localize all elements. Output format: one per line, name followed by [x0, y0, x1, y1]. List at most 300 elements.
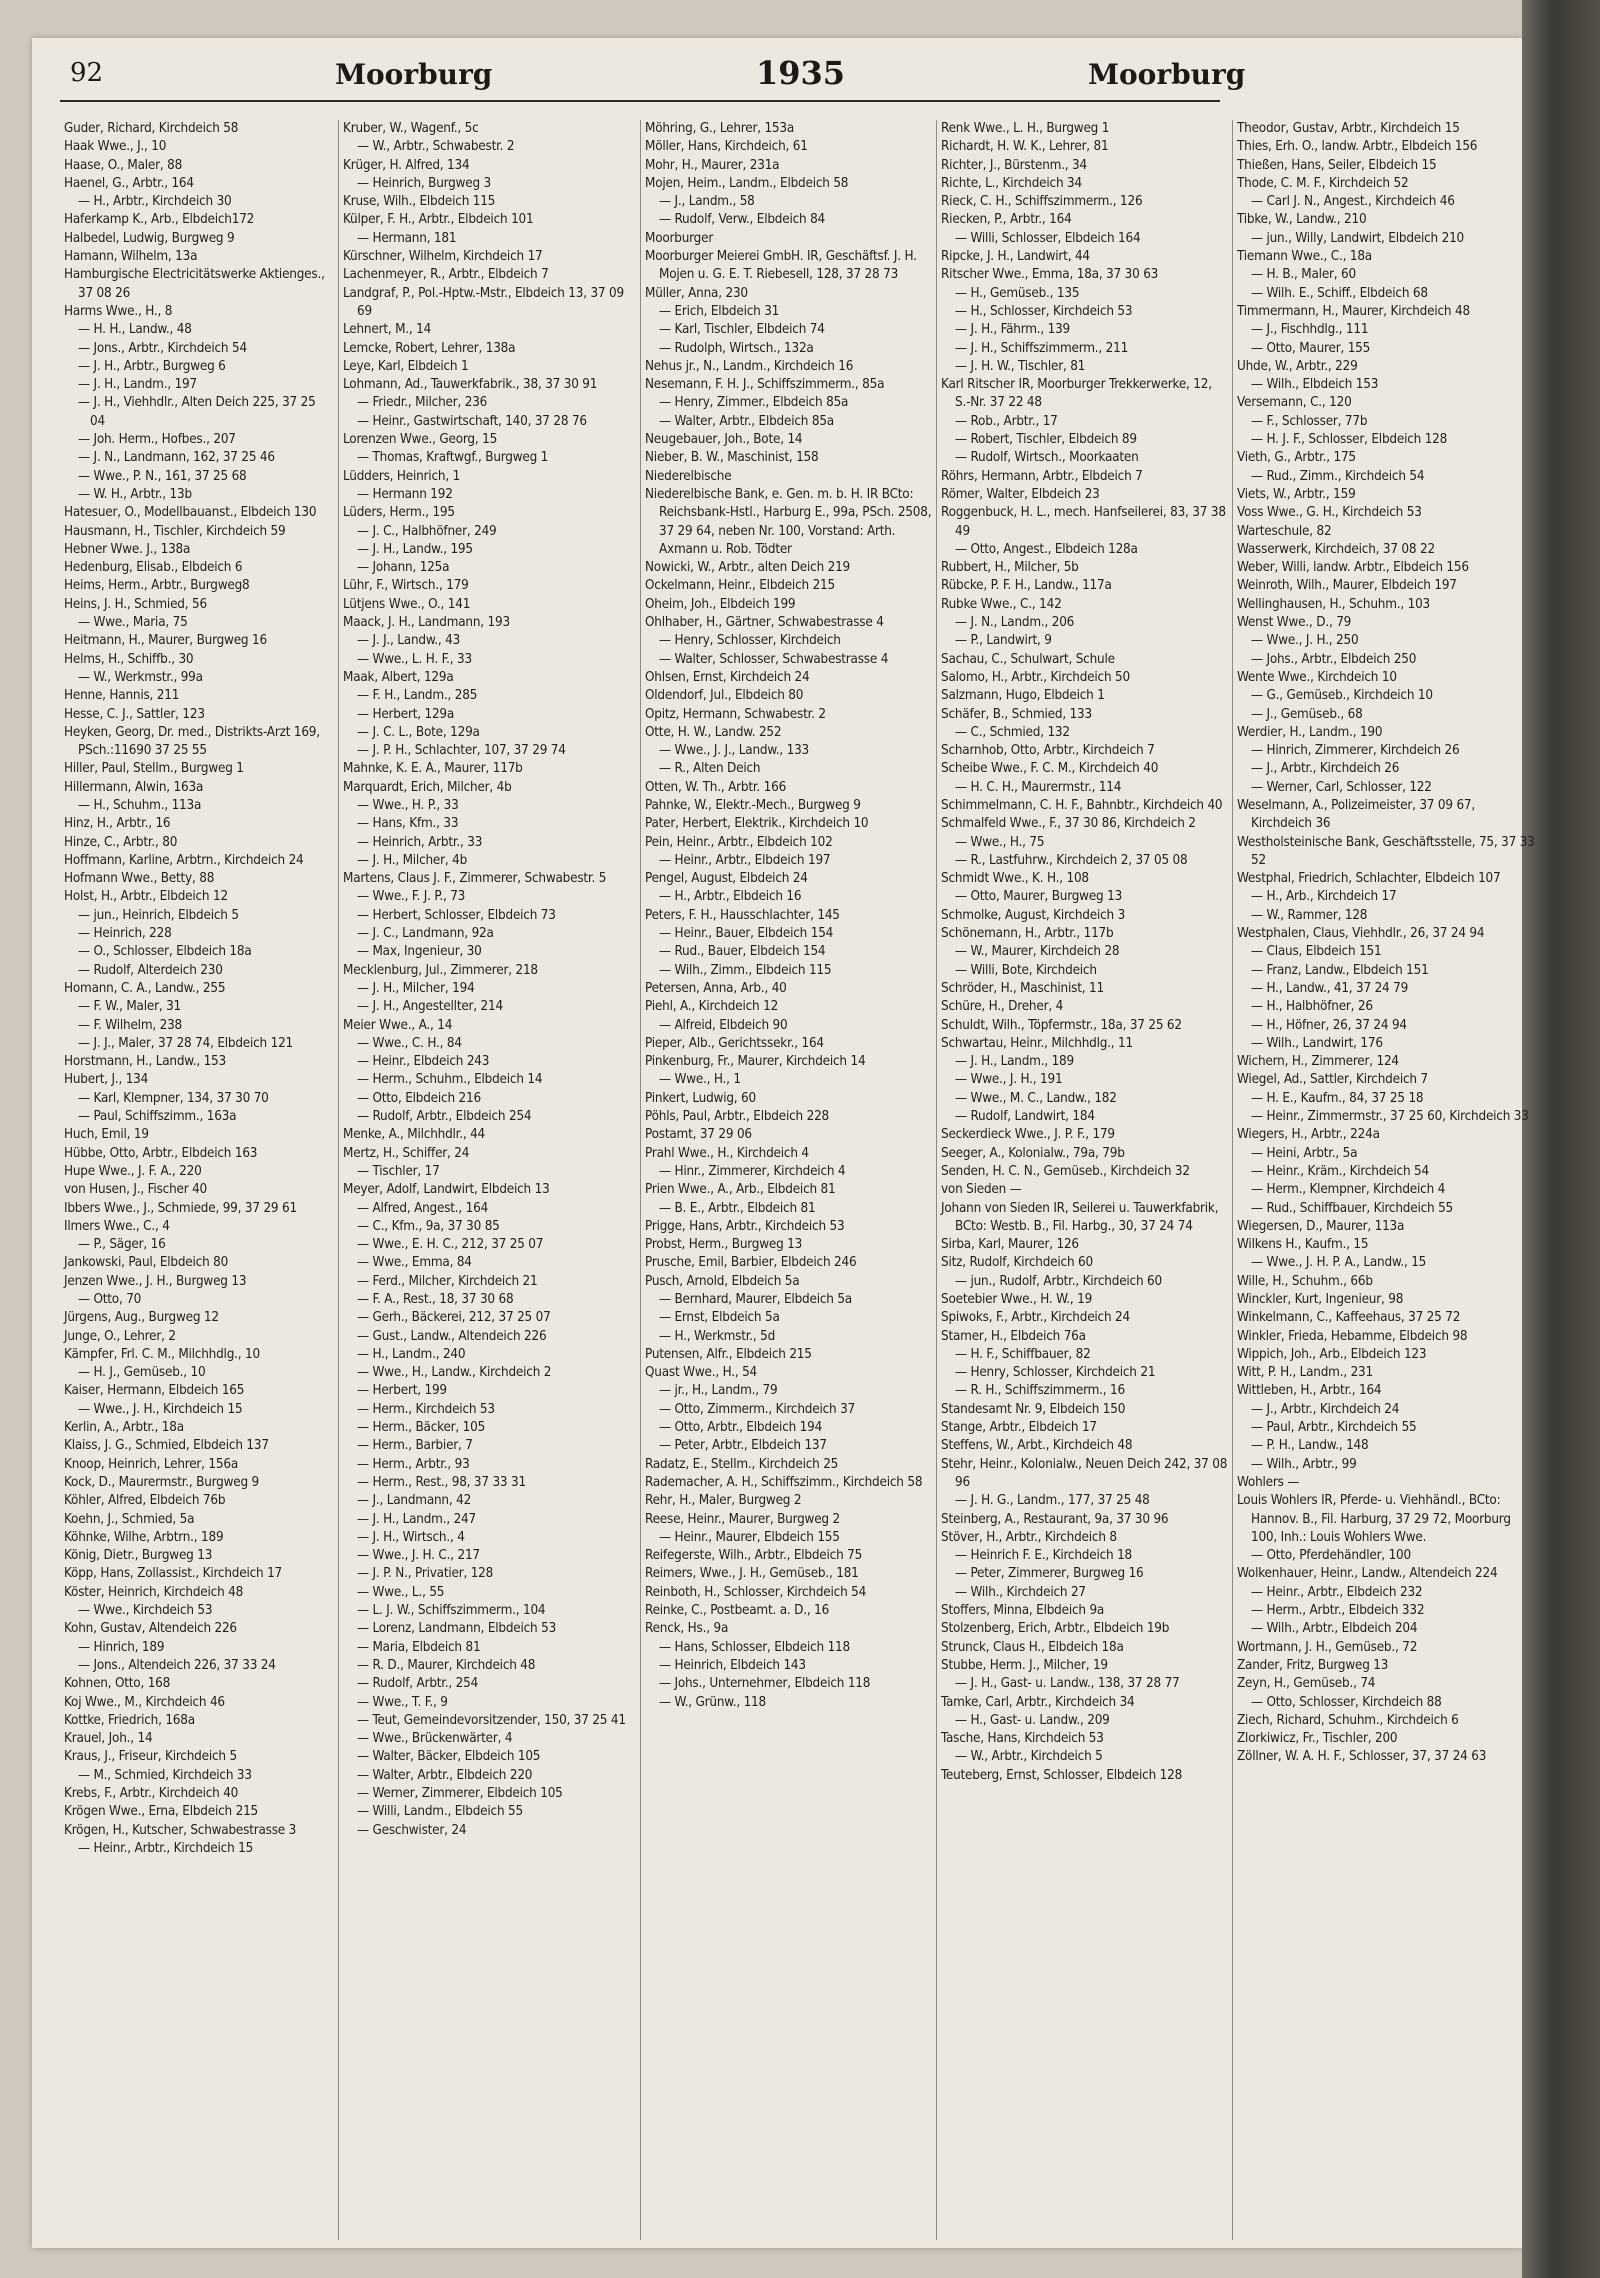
directory-entry: — Thomas, Kraftwgf., Burgweg 1: [357, 450, 549, 466]
directory-entry: Heins, J. H., Schmied, 56: [64, 596, 207, 612]
directory-entry: — Wwe., Emma, 84: [357, 1255, 472, 1271]
directory-entry: von Husen, J., Fischer 40: [64, 1182, 208, 1198]
directory-entry: — Wwe., J. H., Kirchdeich 15: [78, 1401, 243, 1417]
directory-entry: Strunck, Claus H., Elbdeich 18a: [941, 1639, 1124, 1655]
directory-entry: Pein, Heinr., Arbtr., Elbdeich 102: [645, 834, 833, 850]
directory-entry: — Heinr., Arbtr., Elbdeich 232: [1251, 1584, 1423, 1600]
page-header: [60, 54, 1246, 104]
directory-entry: Schuldt, Wilh., Töpfermstr., 18a, 37 25 62: [941, 1017, 1182, 1033]
directory-entry: Reifegerste, Wilh., Arbtr., Elbdeich 75: [645, 1548, 863, 1564]
directory-entry: Wohlers —: [1237, 1474, 1300, 1490]
directory-entry: — Heinr., Zimmermstr., 37 25 60, Kirchdeich 33: [1251, 1109, 1529, 1125]
directory-entry: — H. C. H., Maurermstr., 114: [955, 779, 1122, 795]
directory-entry: Thode, C. M. F., Kirchdeich 52: [1237, 175, 1409, 191]
directory-entry: Schönemann, H., Arbtr., 117b: [941, 926, 1114, 942]
directory-entry: — Heinrich, Arbtr., 33: [357, 834, 483, 850]
directory-entry: — Wwe., P. N., 161, 37 25 68: [78, 468, 247, 484]
directory-entry: Soetebier Wwe., H. W., 19: [941, 1292, 1093, 1307]
directory-entry: — Heinr., Elbdeich 243: [357, 1054, 490, 1070]
directory-entry: Sirba, Karl, Maurer, 126: [941, 1237, 1079, 1253]
directory-entry: — F. Wilhelm, 238: [78, 1017, 182, 1033]
directory-entry: — Henry, Schlosser, Kirchdeich: [659, 633, 841, 649]
directory-entry: Huch, Emil, 19: [64, 1127, 149, 1143]
directory-entry: — H., Arbtr., Kirchdeich 30: [78, 194, 232, 210]
directory-entry: — Heinrich, 228: [78, 926, 172, 942]
directory-entry: — Wwe., H., 1: [659, 1072, 741, 1088]
directory-entry: Seeger, A., Kolonialw., 79a, 79b: [941, 1145, 1125, 1161]
directory-entry: Junge, O., Lehrer, 2: [64, 1328, 176, 1344]
directory-entry: — Johann, 125a: [357, 560, 450, 576]
directory-entry: — Wwe., Maria, 75: [78, 615, 188, 631]
directory-entry: Salzmann, Hugo, Elbdeich 1: [941, 688, 1105, 704]
directory-entry: — W., Rammer, 128: [1251, 907, 1368, 923]
directory-entry: Scharnhob, Otto, Arbtr., Kirchdeich 7: [941, 743, 1155, 759]
directory-entry: — Hinrich, 189: [78, 1639, 165, 1655]
directory-entry: — H., Halbhöfner, 26: [1251, 999, 1373, 1015]
directory-entry: — Erich, Elbdeich 31: [659, 303, 780, 319]
directory-entry: — Rudolf, Arbtr., 254: [357, 1676, 479, 1692]
directory-entry: — Heinrich, Burgweg 3: [357, 175, 492, 191]
directory-entry: Möller, Hans, Kirchdeich, 61: [645, 139, 808, 155]
directory-entry: Theodor, Gustav, Arbtr., Kirchdeich 15: [1237, 121, 1460, 136]
directory-entry: Krauel, Joh., 14: [64, 1731, 153, 1747]
directory-entry: — J. H., Gast- u. Landw., 138, 37 28 77: [955, 1676, 1180, 1692]
directory-entry: Oldendorf, Jul., Elbdeich 80: [645, 688, 804, 704]
directory-entry: — B. E., Arbtr., Elbdeich 81: [659, 1200, 816, 1216]
directory-entry: — Bernhard, Maurer, Elbdeich 5a: [659, 1292, 852, 1307]
directory-entry: Nowicki, W., Arbtr., alten Deich 219: [645, 560, 851, 576]
directory-entry: — Wwe., F. J. P., 73: [357, 889, 466, 905]
column-4: [936, 120, 1232, 2240]
directory-entry: — Otto, Pferdehändler, 100: [1251, 1548, 1411, 1564]
directory-entry: Hinze, C., Arbtr., 80: [64, 834, 178, 850]
directory-entry: — Karl, Tischler, Elbdeich 74: [659, 322, 825, 338]
directory-entry: Horstmann, H., Landw., 153: [64, 1054, 226, 1070]
directory-entry: — Wwe., H., 75: [955, 834, 1045, 850]
directory-entry: — H., Gast- u. Landw., 209: [955, 1712, 1110, 1728]
column-1: [60, 120, 338, 2240]
directory-entry: — J. P. H., Schlachter, 107, 37 29 74: [357, 743, 566, 759]
directory-entry: — Rud., Zimm., Kirchdeich 54: [1251, 468, 1425, 484]
directory-entry: Haak Wwe., J., 10: [64, 139, 167, 155]
directory-entry: Wellinghausen, H., Schuhm., 103: [1237, 596, 1430, 612]
directory-entry: Thießen, Hans, Seiler, Elbdeich 15: [1237, 157, 1437, 173]
directory-entry: — Jons., Arbtr., Kirchdeich 54: [78, 340, 247, 356]
directory-entry: — Rud., Schiffbauer, Kirchdeich 55: [1251, 1200, 1454, 1216]
directory-entry: — Heinrich, Elbdeich 143: [659, 1657, 806, 1673]
directory-entry: Pahnke, W., Elektr.-Mech., Burgweg 9: [645, 797, 861, 813]
directory-entry: Nieber, B. W., Maschinist, 158: [645, 450, 819, 466]
directory-entry: Köhnke, Wilhe, Arbtrn., 189: [64, 1529, 224, 1545]
directory-entry: — Tischler, 17: [357, 1163, 440, 1179]
directory-entry: — Karl, Klempner, 134, 37 30 70: [78, 1090, 269, 1106]
directory-entry: Ibbers Wwe., J., Schmiede, 99, 37 29 61: [64, 1200, 297, 1216]
directory-entry: Holst, H., Arbtr., Elbdeich 12: [64, 889, 228, 905]
directory-entry: — J. C. L., Bote, 129a: [357, 724, 480, 740]
directory-entry: Postamt, 37 29 06: [645, 1127, 752, 1143]
directory-entry: — Joh. Herm., Hofbes., 207: [78, 432, 236, 448]
directory-entry: Standesamt Nr. 9, Elbdeich 150: [941, 1401, 1126, 1417]
directory-entry: Ohlsen, Ernst, Kirchdeich 24: [645, 669, 810, 685]
directory-entry: Köster, Heinrich, Kirchdeich 48: [64, 1584, 244, 1600]
directory-entry: — Max, Ingenieur, 30: [357, 944, 482, 960]
directory-entry: Pengel, August, Elbdeich 24: [645, 871, 808, 887]
directory-entry: Oheim, Joh., Elbdeich 199: [645, 596, 796, 612]
directory-entry: Rieck, C. H., Schiffszimmerm., 126: [941, 194, 1143, 210]
directory-entry: — P. H., Landw., 148: [1251, 1438, 1369, 1454]
directory-entry: Sitz, Rudolf, Kirchdeich 60: [941, 1255, 1093, 1271]
directory-entry: Mojen, Heim., Landm., Elbdeich 58: [645, 175, 849, 191]
directory-entry: Koj Wwe., M., Kirchdeich 46: [64, 1694, 225, 1710]
directory-entry: — Paul, Schiffszimm., 163a: [78, 1109, 237, 1125]
directory-entry: — Herm., Rest., 98, 37 33 31: [357, 1474, 526, 1490]
directory-entry: Heitmann, H., Maurer, Burgweg 16: [64, 633, 267, 649]
directory-entry: Spiwoks, F., Arbtr., Kirchdeich 24: [941, 1310, 1130, 1326]
directory-entry: — Wwe., L., 55: [357, 1584, 445, 1600]
directory-entry: — R., Alten Deich: [659, 761, 761, 777]
directory-entry: Witt, P. H., Landm., 231: [1237, 1365, 1373, 1381]
directory-entry: — Heini, Arbtr., 5a: [1251, 1145, 1358, 1161]
directory-entry: Homann, C. A., Landw., 255: [64, 980, 226, 996]
directory-entry: Stubbe, Herm. J., Milcher, 19: [941, 1657, 1108, 1673]
directory-entry: Kraus, J., Friseur, Kirchdeich 5: [64, 1749, 237, 1765]
directory-entry: Uhde, W., Arbtr., 229: [1237, 358, 1358, 374]
directory-entry: — J. H., Schiffszimmerm., 211: [955, 340, 1129, 356]
directory-entry: Landgraf, P., Pol.-Hptw.-Mstr., Elbdeich 13, 37 09 69: [343, 285, 624, 319]
directory-entry: Lütjens Wwe., O., 141: [343, 596, 471, 612]
directory-entry: — W., Arbtr., Kirchdeich 5: [955, 1749, 1103, 1765]
directory-entry: Salomo, H., Arbtr., Kirchdeich 50: [941, 669, 1130, 685]
directory-entry: — Lorenz, Landmann, Elbdeich 53: [357, 1621, 557, 1637]
directory-entry: Sachau, C., Schulwart, Schule: [941, 651, 1115, 667]
directory-entry: Kruse, Wilh., Elbdeich 115: [343, 194, 496, 210]
directory-entry: Ockelmann, Heinr., Elbdeich 215: [645, 578, 835, 594]
directory-entry: Helms, H., Schiffb., 30: [64, 651, 194, 667]
directory-entry: — M., Schmied, Kirchdeich 33: [78, 1767, 252, 1783]
directory-entry: Zeyn, H., Gemüseb., 74: [1237, 1676, 1376, 1692]
directory-entry: Kruber, W., Wagenf., 5c: [343, 121, 479, 136]
directory-entry: — Hans, Kfm., 33: [357, 816, 459, 832]
directory-entry: Hedenburg, Elisab., Elbdeich 6: [64, 560, 243, 576]
directory-entry: — Werner, Carl, Schlosser, 122: [1251, 779, 1432, 795]
directory-entry: — Otto, Maurer, Burgweg 13: [955, 889, 1123, 905]
directory-entry: — Paul, Arbtr., Kirchdeich 55: [1251, 1420, 1417, 1436]
directory-entry: Zander, Fritz, Burgweg 13: [1237, 1657, 1389, 1673]
directory-entry: — Henry, Schlosser, Kirchdeich 21: [955, 1365, 1156, 1381]
directory-entry: — J. N., Landmann, 162, 37 25 46: [78, 450, 275, 466]
directory-entry: — H., Höfner, 26, 37 24 94: [1251, 1017, 1407, 1033]
directory-entry: — Walter, Schlosser, Schwabestrasse 4: [659, 651, 889, 667]
directory-entry: — Wwe., Kirchdeich 53: [78, 1603, 213, 1619]
directory-entry: — Herbert, Schlosser, Elbdeich 73: [357, 907, 556, 923]
directory-entry: — Otto, Zimmerm., Kirchdeich 37: [659, 1401, 856, 1417]
directory-entry: — Jons., Altendeich 226, 37 33 24: [78, 1657, 276, 1673]
directory-entry: — Herm., Klempner, Kirchdeich 4: [1251, 1182, 1446, 1198]
directory-entry: — H., Arb., Kirchdeich 17: [1251, 889, 1397, 905]
directory-entry: — jun., Willy, Landwirt, Elbdeich 210: [1251, 230, 1465, 246]
directory-entry: Rademacher, A. H., Schiffszimm., Kirchdeich 58: [645, 1474, 923, 1490]
directory-entry: — Otto, Schlosser, Kirchdeich 88: [1251, 1694, 1442, 1710]
directory-entry: Knoop, Heinrich, Lehrer, 156a: [64, 1456, 239, 1472]
directory-entry: Winkler, Frieda, Hebamme, Elbdeich 98: [1237, 1328, 1468, 1344]
directory-entry: Steinberg, A., Restaurant, 9a, 37 30 96: [941, 1511, 1169, 1527]
directory-entry: Stehr, Heinr., Kolonialw., Neuen Deich 242, 37 08 96: [941, 1456, 1228, 1490]
directory-entry: Kämpfer, Frl. C. M., Milchhdlg., 10: [64, 1346, 260, 1362]
directory-entry: Menke, A., Milchhdlr., 44: [343, 1127, 485, 1143]
directory-entry: Hubert, J., 134: [64, 1072, 149, 1088]
directory-entry: — J., Arbtr., Kirchdeich 26: [1251, 761, 1400, 777]
directory-entry: Wolkenhauer, Heinr., Landw., Altendeich 224: [1237, 1566, 1498, 1582]
directory-entry: Westphal, Friedrich, Schlachter, Elbdeich 107: [1237, 871, 1501, 887]
directory-entry: — Herm., Arbtr., 93: [357, 1456, 470, 1472]
directory-entry: Teuteberg, Ernst, Schlosser, Elbdeich 128: [941, 1767, 1183, 1783]
directory-entry: Tasche, Hans, Kirchdeich 53: [941, 1731, 1104, 1747]
directory-entry: Vieth, G., Arbtr., 175: [1237, 450, 1356, 466]
directory-entry: — J. H., Landw., 195: [357, 541, 473, 557]
directory-entry: — J. N., Landm., 206: [955, 615, 1075, 631]
directory-columns: [60, 120, 1535, 2250]
directory-entry: — Heinrich F. E., Kirchdeich 18: [955, 1548, 1133, 1564]
directory-entry: Hillermann, Alwin, 163a: [64, 779, 204, 795]
directory-entry: Lehnert, M., 14: [343, 322, 432, 338]
directory-entry: — J. H., Arbtr., Burgweg 6: [78, 358, 226, 374]
directory-entry: Hatesuer, O., Modellbauanst., Elbdeich 130: [64, 505, 317, 521]
directory-entry: — Wwe., J. H. P. A., Landw., 15: [1251, 1255, 1427, 1271]
directory-entry: Wenst Wwe., D., 79: [1237, 615, 1352, 631]
directory-entry: Jürgens, Aug., Burgweg 12: [64, 1310, 219, 1326]
directory-entry: — J., Fischhdlg., 111: [1251, 322, 1369, 338]
directory-entry: — W., Grünw., 118: [659, 1694, 766, 1710]
directory-entry: Krögen Wwe., Erna, Elbdeich 215: [64, 1804, 258, 1820]
directory-entry: Jenzen Wwe., J. H., Burgweg 13: [64, 1273, 247, 1289]
directory-entry: — Wwe., H. P., 33: [357, 797, 459, 813]
directory-entry: — Johs., Arbtr., Elbdeich 250: [1251, 651, 1417, 667]
directory-entry: Wasserwerk, Kirchdeich, 37 08 22: [1237, 541, 1435, 557]
directory-entry: — Henry, Zimmer., Elbdeich 85a: [659, 395, 849, 411]
directory-entry: Hiller, Paul, Stellm., Burgweg 1: [64, 761, 244, 777]
directory-entry: — Claus, Elbdeich 151: [1251, 944, 1382, 960]
directory-entry: — Heinr., Arbtr., Kirchdeich 15: [78, 1840, 254, 1856]
directory-entry: — W., Maurer, Kirchdeich 28: [955, 944, 1120, 960]
directory-entry: — jun., Rudolf, Arbtr., Kirchdeich 60: [955, 1273, 1162, 1289]
directory-entry: Timmermann, H., Maurer, Kirchdeich 48: [1237, 303, 1470, 319]
directory-entry: Haenel, G., Arbtr., 164: [64, 175, 194, 191]
directory-entry: — Herm., Bäcker, 105: [357, 1420, 486, 1436]
directory-entry: Halbedel, Ludwig, Burgweg 9: [64, 230, 235, 246]
directory-entry: Viets, W., Arbtr., 159: [1237, 486, 1356, 502]
directory-entry: — Alfreid, Elbdeich 90: [659, 1017, 788, 1033]
directory-entry: Wiegersen, D., Maurer, 113a: [1237, 1218, 1405, 1234]
directory-entry: — Friedr., Milcher, 236: [357, 395, 488, 411]
directory-entry: Krüger, H. Alfred, 134: [343, 157, 470, 173]
directory-entry: Lühr, F., Wirtsch., 179: [343, 578, 469, 594]
directory-entry: — Otto, Angest., Elbdeich 128a: [955, 541, 1138, 557]
directory-entry: Niederelbische: [645, 468, 732, 484]
directory-entry: — Heinr., Maurer, Elbdeich 155: [659, 1529, 840, 1545]
directory-entry: — Geschwister, 24: [357, 1822, 467, 1838]
directory-entry: — H. J. F., Schlosser, Elbdeich 128: [1251, 432, 1448, 448]
directory-entry: — G., Gemüseb., Kirchdeich 10: [1251, 688, 1433, 704]
directory-entry: — Wwe., Brückenwärter, 4: [357, 1731, 513, 1747]
directory-entry: Möhring, G., Lehrer, 153a: [645, 121, 795, 136]
directory-entry: — Franz, Landw., Elbdeich 151: [1251, 962, 1429, 978]
directory-entry: — J. J., Landw., 43: [357, 633, 461, 649]
directory-entry: Rübcke, P. F. H., Landw., 117a: [941, 578, 1112, 594]
directory-entry: — R. H., Schiffszimmerm., 16: [955, 1383, 1125, 1399]
running-title-right: Moorburg: [1088, 58, 1246, 91]
directory-entry: — R., Lastfuhrw., Kirchdeich 2, 37 05 08: [955, 852, 1188, 868]
directory-entry: Köhler, Alfred, Elbdeich 76b: [64, 1493, 226, 1509]
directory-entry: — F. H., Landm., 285: [357, 688, 478, 704]
directory-entry: — Hans, Schlosser, Elbdeich 118: [659, 1639, 850, 1655]
directory-entry: — C., Schmied, 132: [955, 724, 1070, 740]
directory-entry: Otten, W. Th., Arbtr. 166: [645, 779, 787, 795]
directory-entry: Klaiss, J. G., Schmied, Elbdeich 137: [64, 1438, 269, 1454]
directory-entry: — Gust., Landw., Altendeich 226: [357, 1328, 547, 1344]
directory-entry: Nesemann, F. H. J., Schiffszimmerm., 85a: [645, 377, 885, 393]
directory-entry: — H. B., Maler, 60: [1251, 267, 1356, 283]
directory-entry: — Heinr., Kräm., Kirchdeich 54: [1251, 1163, 1429, 1179]
directory-entry: — Wilh., Arbtr., 99: [1251, 1456, 1357, 1472]
directory-entry: — Wilh., Arbtr., Elbdeich 204: [1251, 1621, 1418, 1637]
directory-entry: — Otto, 70: [78, 1292, 142, 1307]
directory-entry: — Wilh., Zimm., Elbdeich 115: [659, 962, 832, 978]
directory-entry: Heyken, Georg, Dr. med., Distrikts-Arzt 169, PSch.:11690 37 25 55: [64, 724, 320, 759]
directory-entry: Pater, Herbert, Elektrik., Kirchdeich 10: [645, 816, 869, 832]
directory-entry: — J. C., Halbhöfner, 249: [357, 523, 497, 539]
directory-entry: — H., Landw., 41, 37 24 79: [1251, 980, 1409, 996]
directory-entry: — J. H., Angestellter, 214: [357, 999, 503, 1015]
directory-entry: Römer, Walter, Elbdeich 23: [941, 486, 1100, 502]
directory-entry: — W., Arbtr., Schwabestr. 2: [357, 139, 515, 155]
directory-entry: — W. H., Arbtr., 13b: [78, 486, 192, 502]
directory-entry: Werdier, H., Landm., 190: [1237, 724, 1383, 740]
directory-entry: Schröder, H., Maschinist, 11: [941, 980, 1104, 996]
directory-entry: Wippich, Joh., Arb., Elbdeich 123: [1237, 1346, 1427, 1362]
directory-entry: — Wwe., J. H. C., 217: [357, 1548, 480, 1564]
directory-entry: — R. D., Maurer, Kirchdeich 48: [357, 1657, 536, 1673]
column-5: [1232, 120, 1542, 2240]
directory-entry: Schmolke, August, Kirchdeich 3: [941, 907, 1126, 923]
directory-entry: Rehr, H., Maler, Burgweg 2: [645, 1493, 802, 1509]
directory-entry: — Walter, Arbtr., Elbdeich 220: [357, 1767, 533, 1783]
directory-entry: Lüders, Herm., 195: [343, 505, 455, 521]
directory-entry: — Walter, Arbtr., Elbdeich 85a: [659, 413, 834, 429]
directory-entry: — Wilh., Landwirt, 176: [1251, 1035, 1383, 1051]
directory-entry: — J. H., Fährm., 139: [955, 322, 1071, 338]
directory-entry: Ritscher Wwe., Emma, 18a, 37 30 63: [941, 267, 1159, 283]
directory-entry: Pusch, Arnold, Elbdeich 5a: [645, 1273, 800, 1289]
directory-entry: Hesse, C. J., Sattler, 123: [64, 706, 205, 722]
directory-entry: Pinkenburg, Fr., Maurer, Kirchdeich 14: [645, 1054, 866, 1070]
directory-entry: Kottke, Friedrich, 168a: [64, 1712, 195, 1728]
directory-entry: Hofmann Wwe., Betty, 88: [64, 871, 215, 887]
directory-entry: — J. P. N., Privatier, 128: [357, 1566, 494, 1582]
directory-entry: — Ernst, Elbdeich 5a: [659, 1310, 780, 1326]
directory-entry: — W., Werkmstr., 99a: [78, 669, 203, 685]
directory-entry: Guder, Richard, Kirchdeich 58: [64, 121, 239, 136]
directory-entry: — J. H. W., Tischler, 81: [955, 358, 1086, 374]
directory-entry: Moorburger Meierei GmbH. IR, Geschäftsf. J. H. Mojen u. G. E. T. Riebesell, 128, 37 28 73: [645, 249, 917, 283]
directory-entry: Weber, Willi, landw. Arbtr., Elbdeich 156: [1237, 560, 1469, 576]
directory-entry: Tamke, Carl, Arbtr., Kirchdeich 34: [941, 1694, 1135, 1710]
directory-entry: Probst, Herm., Burgweg 13: [645, 1237, 803, 1253]
directory-entry: — Willi, Schlosser, Elbdeich 164: [955, 230, 1141, 246]
directory-entry: Nehus jr., N., Landm., Kirchdeich 16: [645, 358, 854, 374]
directory-entry: — H., Werkmstr., 5d: [659, 1328, 776, 1344]
directory-entry: — Peter, Arbtr., Elbdeich 137: [659, 1438, 827, 1454]
directory-entry: Lüdders, Heinrich, 1: [343, 468, 461, 484]
directory-entry: Haase, O., Maler, 88: [64, 157, 183, 173]
directory-entry: Louis Wohlers IR, Pferde- u. Viehhändl., BCto: Hannov. B., Fil. Harburg, 37 29 72, Moorburg 100, Inh.: Louis Wohlers Wwe.: [1237, 1493, 1511, 1545]
directory-entry: — Rud., Bauer, Elbdeich 154: [659, 944, 826, 960]
directory-entry: Müller, Anna, 230: [645, 285, 748, 301]
directory-entry: Lemcke, Robert, Lehrer, 138a: [343, 340, 516, 356]
directory-entry: Meier Wwe., A., 14: [343, 1017, 453, 1033]
directory-entry: — J., Landmann, 42: [357, 1493, 472, 1509]
directory-entry: Prahl Wwe., H., Kirchdeich 4: [645, 1145, 809, 1161]
directory-entry: — Heinr., Bauer, Elbdeich 154: [659, 926, 834, 942]
directory-entry: Harms Wwe., H., 8: [64, 303, 173, 319]
directory-entry: Jankowski, Paul, Elbdeich 80: [64, 1255, 229, 1271]
directory-entry: Külper, F. H., Arbtr., Elbdeich 101: [343, 212, 534, 228]
directory-entry: — H. E., Kaufm., 84, 37 25 18: [1251, 1090, 1424, 1106]
directory-entry: Stolzenberg, Erich, Arbtr., Elbdeich 19b: [941, 1621, 1170, 1637]
directory-entry: Maack, J. H., Landmann, 193: [343, 615, 510, 631]
year-heading: 1935: [756, 54, 846, 92]
directory-entry: Reimers, Wwe., J. H., Gemüseb., 181: [645, 1566, 859, 1582]
directory-entry: Koehn, J., Schmied, 5a: [64, 1511, 195, 1527]
directory-entry: — J. J., Maler, 37 28 74, Elbdeich 121: [78, 1035, 294, 1051]
directory-entry: Stamer, H., Elbdeich 76a: [941, 1328, 1086, 1344]
directory-entry: — Maria, Elbdeich 81: [357, 1639, 481, 1655]
directory-entry: — H., Gemüseb., 135: [955, 285, 1080, 301]
directory-entry: — J. C., Landmann, 92a: [357, 926, 494, 942]
directory-entry: Heims, Herm., Arbtr., Burgweg8: [64, 578, 250, 594]
directory-entry: — Rudolf, Wirtsch., Moorkaaten: [955, 450, 1139, 466]
directory-entry: Stoffers, Minna, Elbdeich 9a: [941, 1603, 1105, 1619]
directory-entry: — jr., H., Landm., 79: [659, 1383, 778, 1399]
directory-entry: — Wwe., J. H., 191: [955, 1072, 1063, 1088]
directory-entry: — J. H., Viehhdlr., Alten Deich 225, 37 25 04: [78, 395, 316, 429]
directory-entry: Röhrs, Hermann, Arbtr., Elbdeich 7: [941, 468, 1143, 484]
directory-entry: Tibke, W., Landw., 210: [1237, 212, 1367, 228]
directory-entry: Renk Wwe., L. H., Burgweg 1: [941, 121, 1110, 136]
directory-entry: — Rudolf, Arbtr., Elbdeich 254: [357, 1109, 532, 1125]
directory-entry: — L. J. W., Schiffszimmerm., 104: [357, 1603, 546, 1619]
directory-entry: — J., Arbtr., Kirchdeich 24: [1251, 1401, 1400, 1417]
directory-entry: Westphalen, Claus, Viehhdlr., 26, 37 24 94: [1237, 926, 1485, 942]
directory-entry: König, Dietr., Burgweg 13: [64, 1548, 213, 1564]
directory-entry: Petersen, Anna, Arb., 40: [645, 980, 787, 996]
column-2: [338, 120, 640, 2240]
directory-entry: Wortmann, J. H., Gemüseb., 72: [1237, 1639, 1418, 1655]
directory-entry: Krebs, F., Arbtr., Kirchdeich 40: [64, 1786, 239, 1802]
directory-entry: Peters, F. H., Hausschlachter, 145: [645, 907, 840, 923]
directory-entry: Hausmann, H., Tischler, Kirchdeich 59: [64, 523, 286, 539]
directory-entry: — Hinr., Zimmerer, Kirchdeich 4: [659, 1163, 846, 1179]
directory-entry: — H., Arbtr., Elbdeich 16: [659, 889, 802, 905]
directory-entry: Steffens, W., Arbt., Kirchdeich 48: [941, 1438, 1133, 1454]
directory-entry: Wiegers, H., Arbtr., 224a: [1237, 1127, 1380, 1143]
directory-entry: — H., Schuhm., 113a: [78, 797, 202, 813]
directory-entry: Hamann, Wilhelm, 13a: [64, 249, 198, 265]
directory-entry: — Johs., Unternehmer, Elbdeich 118: [659, 1676, 871, 1692]
directory-entry: Köpp, Hans, Zollassist., Kirchdeich 17: [64, 1566, 283, 1582]
directory-entry: Richardt, H. W. K., Lehrer, 81: [941, 139, 1109, 155]
directory-entry: Schmalfeld Wwe., F., 37 30 86, Kirchdeich 2: [941, 816, 1196, 832]
directory-entry: — J. H., Milcher, 4b: [357, 852, 468, 868]
